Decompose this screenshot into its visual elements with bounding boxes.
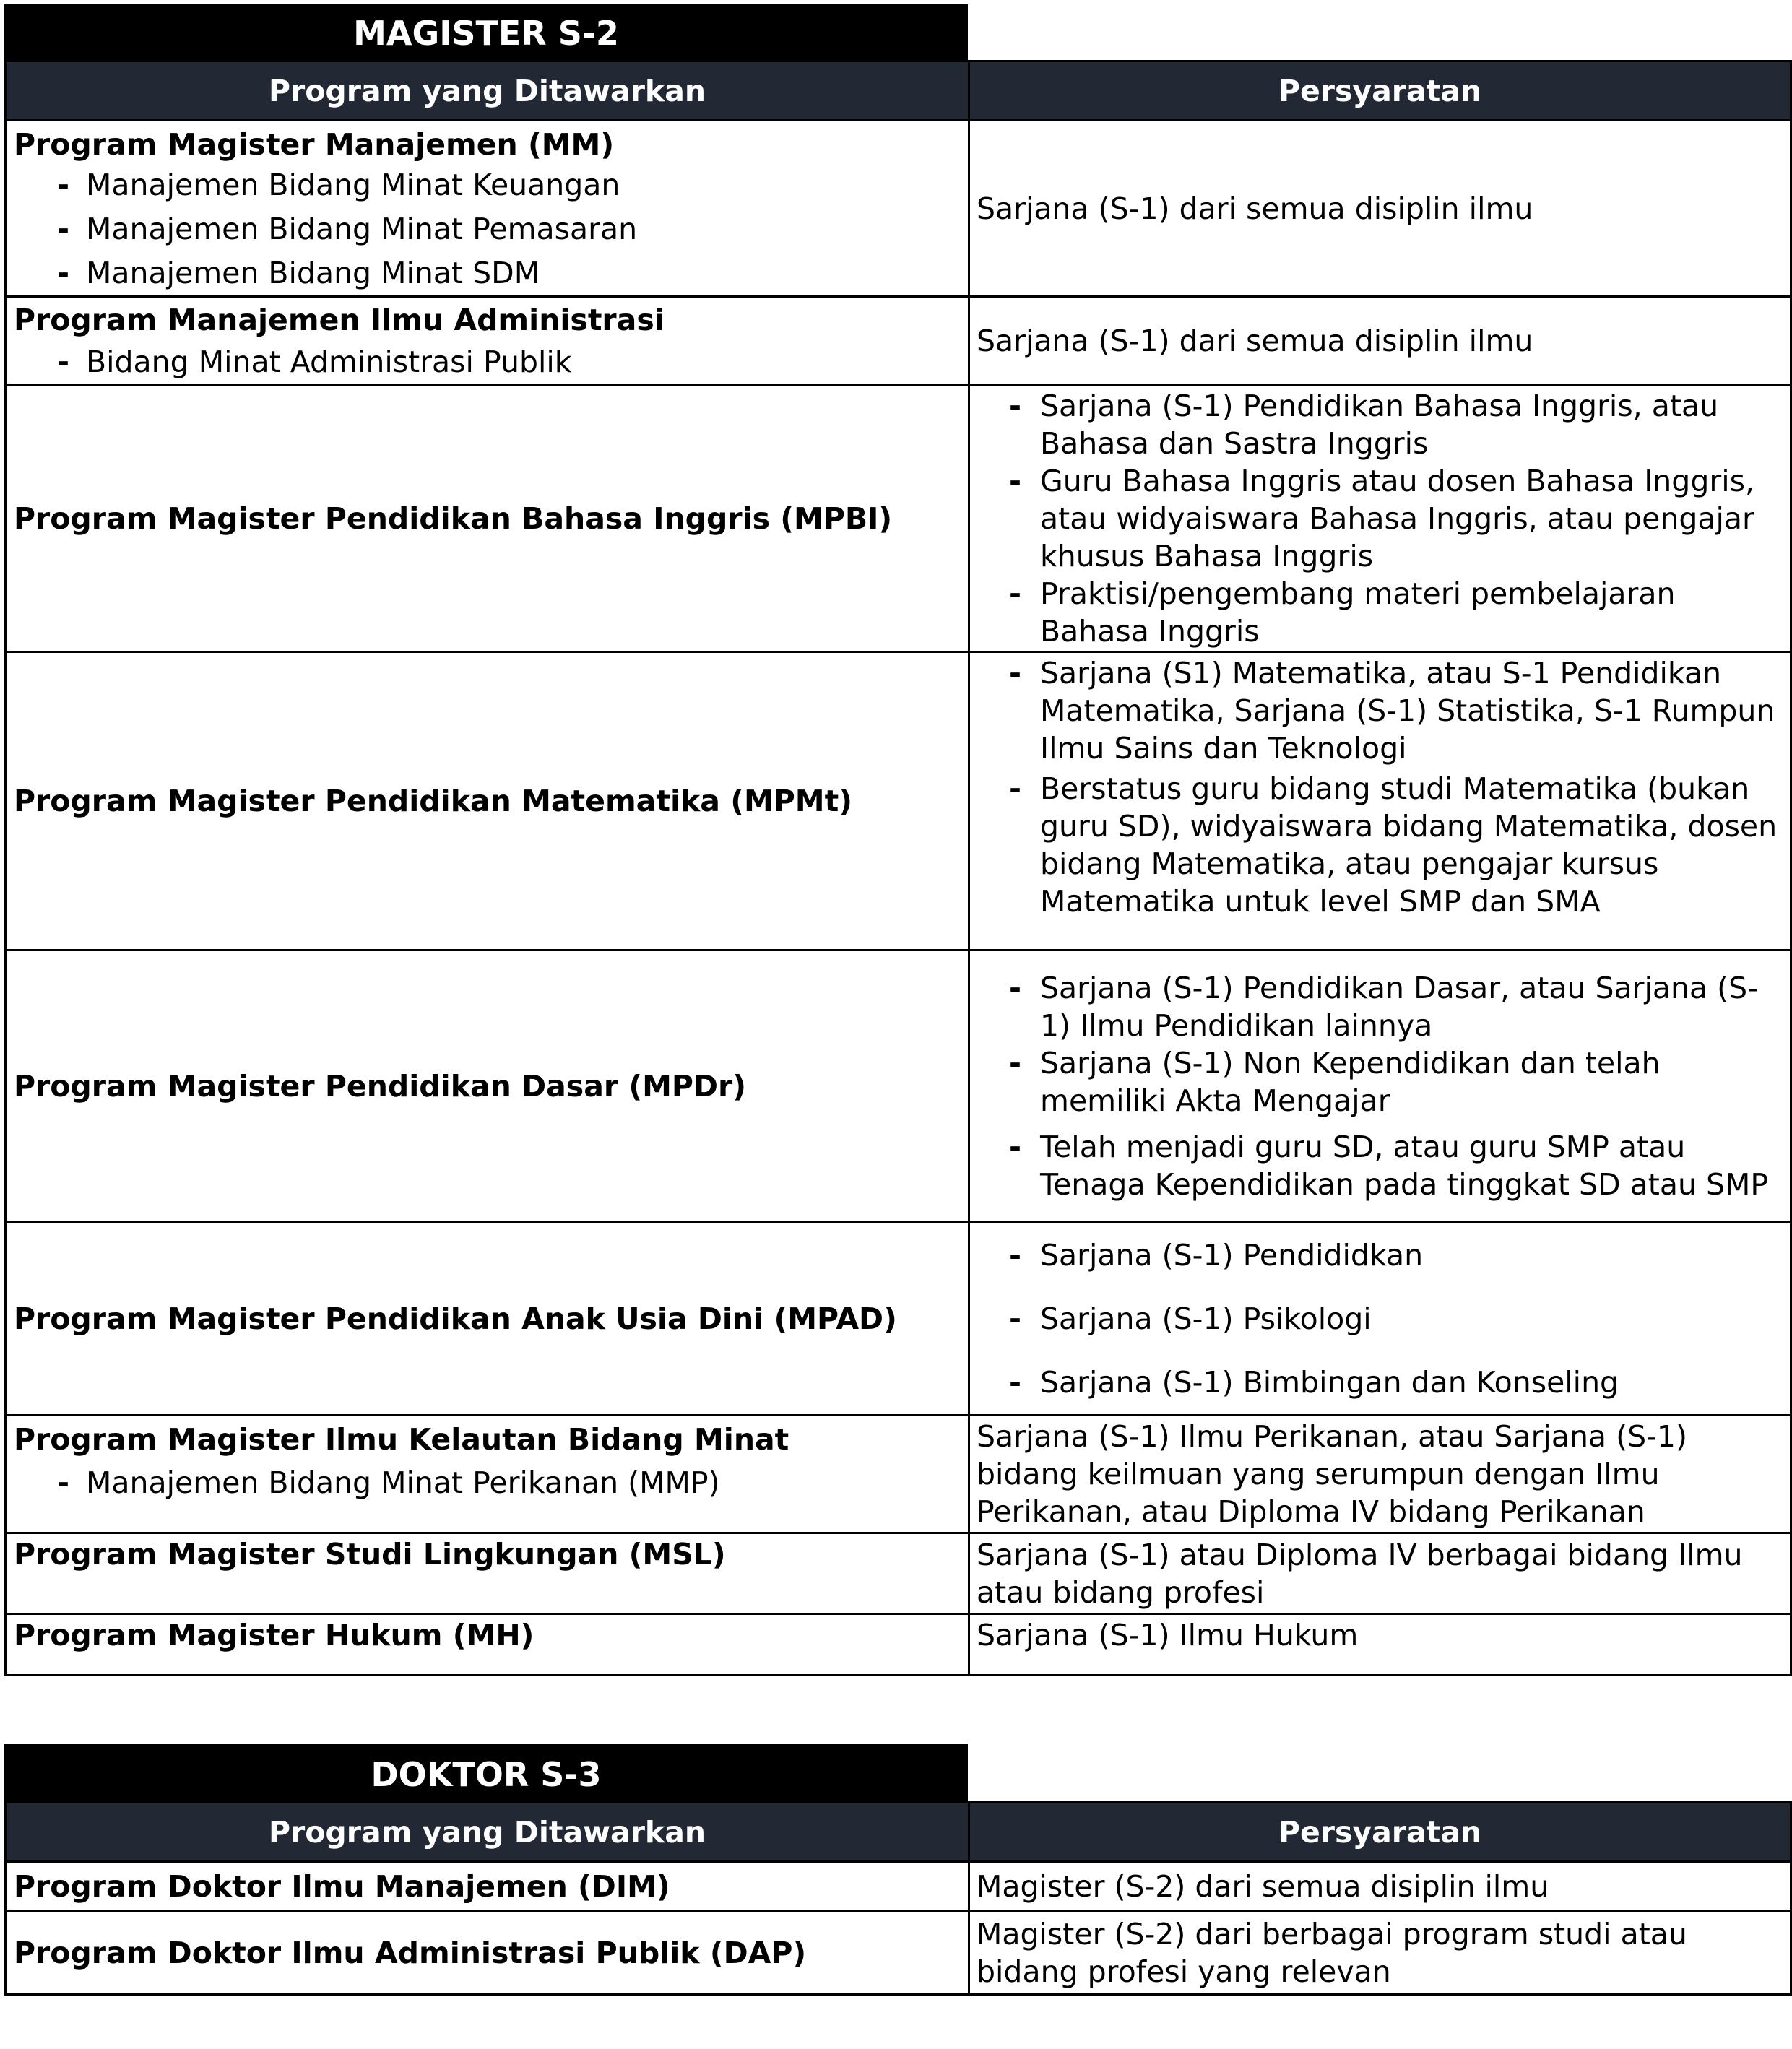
requirement-text: Sarjana (S-1) dari semua disiplin ilmu (977, 323, 1533, 358)
program-cell (6, 121, 969, 297)
requirement-item: - Sarjana (S-1) Non Kependidikan dan telah memiliki Akta Mengajar (1009, 1046, 1661, 1118)
requirement-text: Magister (S-2) dari semua disiplin ilmu (977, 1868, 1549, 1904)
requirement-item: - Sarjana (S-1) Bimbingan dan Konseling (977, 1351, 1783, 1414)
program-cell (6, 1614, 969, 1676)
program-name: Program Magister Pendidikan Dasar (MPDr) (14, 1069, 746, 1104)
table-header-row (6, 61, 1791, 121)
requirement-cell (969, 1416, 1791, 1533)
requirement-item: - Sarjana (S-1) Pendididkan (977, 1223, 1783, 1287)
requirement-cell (969, 385, 1791, 652)
dash-marker: - (57, 256, 70, 290)
table-row (6, 297, 1791, 385)
requirement-cell (969, 1862, 1791, 1911)
dash-marker: - (1009, 1046, 1022, 1080)
dash-marker: - (1009, 1365, 1022, 1400)
program-cell (6, 652, 969, 950)
table-row (6, 1223, 1791, 1416)
dash-marker: - (1009, 576, 1022, 611)
doktor-section-title: DOKTOR S-3 (4, 1744, 968, 1803)
program-name: Program Doktor Ilmu Administrasi Publik (DAP) (14, 1935, 807, 1970)
table-row (6, 1416, 1791, 1533)
dash-marker: - (1009, 656, 1022, 690)
table-row (6, 385, 1791, 652)
program-name: Program Magister Pendidikan Bahasa Inggris (MPBI) (14, 501, 893, 536)
requirement-text: Sarjana (S-1) dari semua disiplin ilmu (977, 191, 1533, 226)
dash-marker: - (1009, 1130, 1022, 1164)
table-row (6, 121, 1791, 297)
requirement-text: Sarjana (S-1) Ilmu Perikanan, atau Sarjana (S-1) bidang keilmuan yang serumpun dengan Ilmu Perikanan, atau Diploma IV bidang Perikanan (977, 1419, 1687, 1529)
sub-program: - Manajemen Bidang Minat Perikanan (MMP) (14, 1461, 968, 1504)
dash-marker: - (1009, 389, 1022, 423)
sub-program: - Manajemen Bidang Minat Keuangan (14, 163, 968, 207)
dash-marker: - (1009, 1238, 1022, 1273)
dash-marker: - (57, 345, 70, 379)
program-name: Program Magister Ilmu Kelautan Bidang Minat (14, 1422, 789, 1457)
doktor-table (4, 1801, 1792, 1996)
sub-program: - Manajemen Bidang Minat Pemasaran (14, 207, 968, 251)
requirement-text: Sarjana (S-1) Ilmu Hukum (977, 1618, 1359, 1652)
program-cell (6, 1416, 969, 1533)
table-row (6, 950, 1791, 1223)
magister-section-title: MAGISTER S-2 (4, 4, 968, 62)
dash-marker: - (1009, 971, 1022, 1005)
dash-marker: - (57, 212, 70, 246)
dash-marker: - (1009, 464, 1022, 498)
requirement-item: - Sarjana (S1) Matematika, atau S-1 Pendidikan Matematika, Sarjana (S-1) Statistika, S-1 Rumpun Ilmu Sains dan Teknologi (1009, 656, 1775, 766)
program-cell (6, 297, 969, 385)
requirement-item: - Sarjana (S-1) Psikologi (977, 1287, 1783, 1351)
requirement-cell (969, 950, 1791, 1223)
dash-marker: - (57, 168, 70, 202)
requirement-cell (969, 1223, 1791, 1416)
requirement-cell (969, 297, 1791, 385)
header-program: Program yang Ditawarkan (6, 1803, 969, 1862)
requirement-cell (969, 1911, 1791, 1995)
table-row (6, 1911, 1791, 1995)
program-cell (6, 1911, 969, 1995)
requirement-text: Magister (S-2) dari berbagai program studi atau bidang profesi yang relevan (977, 1916, 1687, 1989)
program-cell (6, 385, 969, 652)
requirement-item: - Telah menjadi guru SD, atau guru SMP atau Tenaga Kependidikan pada tinggkat SD atau SMP (1009, 1130, 1769, 1202)
header-requirement: Persyaratan (969, 1803, 1791, 1862)
program-cell (6, 1223, 969, 1416)
requirement-text: Sarjana (S-1) atau Diploma IV berbagai bidang Ilmu atau bidang profesi (977, 1537, 1743, 1610)
sub-program: - Bidang Minat Administrasi Publik (14, 341, 968, 383)
table-row (6, 1862, 1791, 1911)
program-name: Program Doktor Ilmu Manajemen (DIM) (14, 1868, 670, 1904)
header-requirement: Persyaratan (969, 61, 1791, 121)
program-cell (6, 950, 969, 1223)
table-row (6, 652, 1791, 950)
requirement-item: - Sarjana (S-1) Pendidikan Dasar, atau Sarjana (S-1) Ilmu Pendidikan lainnya (1009, 971, 1758, 1043)
program-name: Program Magister Manajemen (MM) (14, 127, 615, 162)
sub-program: - Manajemen Bidang Minat SDM (14, 251, 968, 295)
program-cell (6, 1533, 969, 1614)
table-header-row (6, 1803, 1791, 1862)
dash-marker: - (1009, 771, 1022, 806)
program-cell (6, 1862, 969, 1911)
dash-marker: - (57, 1465, 70, 1500)
table-row (6, 1533, 1791, 1614)
header-program: Program yang Ditawarkan (6, 61, 969, 121)
program-name: Program Manajemen Ilmu Administrasi (14, 303, 665, 337)
requirement-cell (969, 1614, 1791, 1676)
requirement-cell (969, 652, 1791, 950)
table-row (6, 1614, 1791, 1676)
requirement-item: - Berstatus guru bidang studi Matematika (bukan guru SD), widyaiswara bidang Matematika, dosen bidang Matematika, atau pengajar kursus Matematika untuk level SMP dan SMA (1009, 771, 1778, 919)
program-name: Program Magister Hukum (MH) (14, 1618, 534, 1652)
program-name: Program Magister Studi Lingkungan (MSL) (14, 1537, 726, 1572)
program-name: Program Magister Pendidikan Matematika (MPMt) (14, 784, 852, 818)
program-name: Program Magister Pendidikan Anak Usia Dini (MPAD) (14, 1301, 897, 1336)
magister-table (4, 60, 1792, 1676)
requirement-cell (969, 121, 1791, 297)
requirement-item: - Sarjana (S-1) Pendidikan Bahasa Inggris, atau Bahasa dan Sastra Inggris (1009, 389, 1719, 461)
dash-marker: - (1009, 1301, 1022, 1336)
requirement-item: - Guru Bahasa Inggris atau dosen Bahasa Inggris, atau widyaiswara Bahasa Inggris, atau pengajar khusus Bahasa Inggris (1009, 464, 1754, 573)
requirement-item: - Praktisi/pengembang materi pembelajaran Bahasa Inggris (1009, 576, 1676, 649)
requirement-cell (969, 1533, 1791, 1614)
